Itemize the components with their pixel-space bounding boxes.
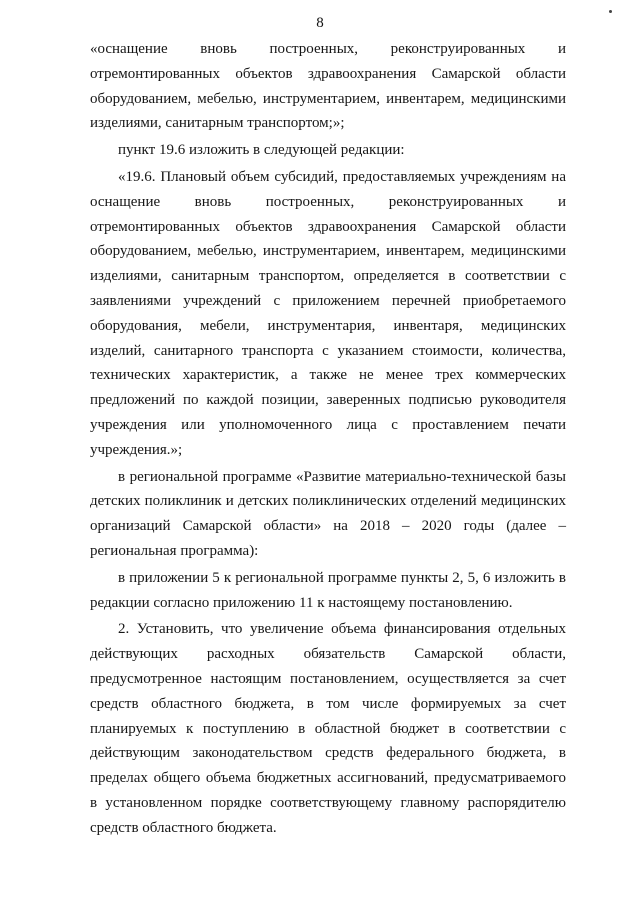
page-number: 8	[316, 15, 324, 31]
document-body	[90, 37, 566, 843]
paragraph-point-19-6-text: «19.6. Плановый объем субсидий, предоставляемых учреждениям на оснащение вновь построенных, реконструированных и отремонтированных объектов здравоохранения Самарской области оборудованием, мебелью, инструментарием, инвентарем, медицинскими изделиями, санитарным транспортом, определяется в соответствии с заявлениями учреждений с приложением перечней приобретаемого оборудования, мебели, инструментария, инвентаря, медицинских изделий, санитарного транспорта с указанием стоимости, количества, технических характеристик, а также не менее трех коммерческих предложений по каждой позиции, заверенных подписью руководителя учреждения или уполномоченного лица с проставлением печати учреждения.»;	[90, 168, 566, 458]
paragraph-equipment-quote: «оснащение вновь построенных, реконструированных и отремонтированных объектов здравоохранения Самарской области оборудованием, мебелью, инструментарием, инвентарем, медицинскими изделиями, санитарным транспортом;»;	[90, 41, 566, 132]
scan-speck	[609, 10, 612, 13]
paragraph-point-19-6-intro: пункт 19.6 изложить в следующей редакции:	[118, 142, 405, 159]
paragraph-appendix-5: в приложении 5 к региональной программе пункты 2, 5, 6 изложить в редакции согласно приложению 11 к настоящему постановлению.	[90, 569, 566, 611]
paragraph-item-2-financing: 2. Установить, что увеличение объема финансирования отдельных действующих расходных обязательств Самарской области, предусмотренное настоящим постановлением, осуществляется за счет средств областного бюджета, в том числе формируемых за счет планируемых к поступлению в областной бюджет в соответствии с действующим законодательством средств федерального бюджета, в пределах общего объема бюджетных ассигнований, предусматриваемого в установленном порядке соответствующему главному распорядителю средств областного бюджета.	[90, 621, 566, 836]
paragraph-regional-program: в региональной программе «Развитие материально-технической базы детских поликлиник и детских поликлинических отделений медицинских организаций Самарской области» на 2018 – 2020 годы (далее – региональная программа):	[90, 468, 566, 559]
